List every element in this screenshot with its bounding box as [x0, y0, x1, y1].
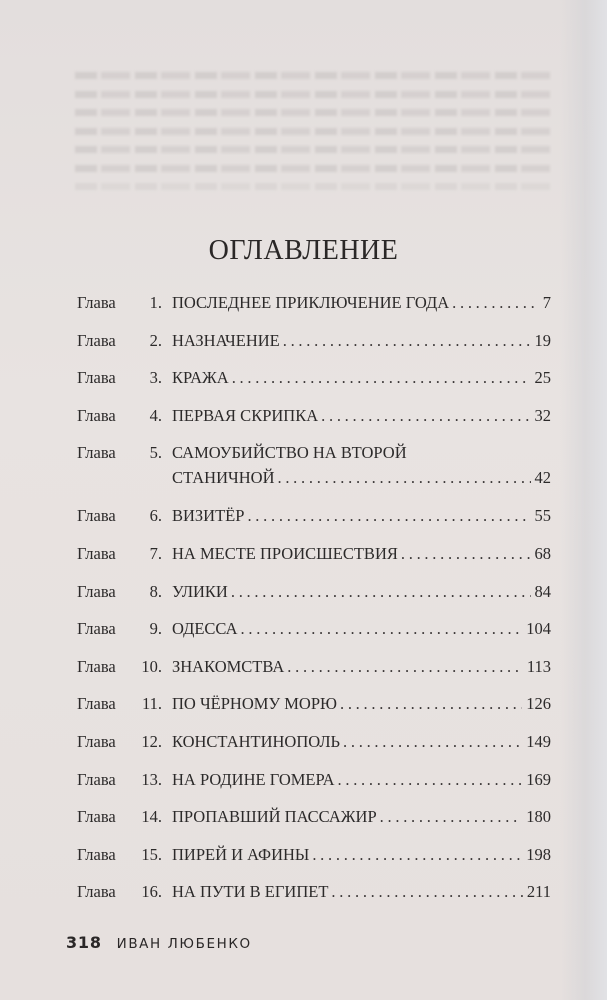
- dot-leader: [312, 844, 522, 866]
- chapter-label: Глава: [77, 656, 116, 676]
- dot-leader: [232, 367, 531, 389]
- page-number: 32: [534, 405, 551, 425]
- chapter-label: Глава: [77, 506, 116, 526]
- chapter-number: 3.: [149, 368, 162, 388]
- page-number: 149: [526, 731, 551, 751]
- dot-leader: [277, 467, 530, 489]
- chapter-title-line1: САМОУБИЙСТВО НА ВТОРОЙ: [172, 443, 407, 463]
- toc-entry[interactable]: [0, 769, 607, 807]
- chapter-number: 6.: [149, 506, 162, 526]
- dot-leader: [231, 581, 531, 603]
- chapter-title: ПОСЛЕДНЕЕ ПРИКЛЮЧЕНИЕ ГОДА: [172, 293, 450, 312]
- chapter-number: 12.: [141, 731, 162, 751]
- reverse-page-show-through: [75, 72, 555, 202]
- dot-leader: [380, 806, 523, 828]
- chapter-label: Глава: [77, 882, 116, 902]
- chapter-number: 11.: [141, 694, 162, 714]
- chapter-number: 1.: [149, 293, 162, 312]
- chapter-number: 16.: [141, 882, 162, 902]
- toc-entry[interactable]: [0, 292, 607, 330]
- chapter-label: Глава: [77, 543, 116, 563]
- dot-leader: [338, 769, 523, 791]
- dot-leader: [340, 693, 522, 715]
- page-number: 19: [534, 330, 551, 350]
- page-number: 198: [526, 844, 551, 864]
- chapter-title: УЛИКИ: [172, 581, 228, 601]
- toc-entry[interactable]: [0, 581, 607, 619]
- chapter-label: Глава: [77, 443, 116, 463]
- chapter-number: 10.: [141, 656, 162, 676]
- toc-entry[interactable]: [0, 618, 607, 656]
- chapter-label: Глава: [77, 769, 116, 789]
- chapter-number: 14.: [141, 807, 162, 827]
- chapter-number: 9.: [149, 619, 162, 639]
- toc-entry[interactable]: [0, 656, 607, 694]
- toc-entry[interactable]: [0, 881, 607, 919]
- chapter-title: ОДЕССА: [172, 619, 238, 639]
- dot-leader: [247, 505, 530, 527]
- chapter-title: НА РОДИНЕ ГОМЕРА: [172, 769, 335, 789]
- toc-entry[interactable]: [0, 330, 607, 368]
- chapter-title: КОНСТАНТИНОПОЛЬ: [172, 731, 341, 751]
- chapter-label: Глава: [77, 694, 116, 714]
- chapter-title: НА ПУТИ В ЕГИПЕТ: [172, 882, 329, 902]
- table-of-contents: [0, 292, 607, 919]
- toc-entry[interactable]: [0, 543, 607, 581]
- dot-leader: [343, 731, 522, 753]
- dot-leader: [287, 656, 523, 678]
- chapter-label: Глава: [77, 807, 116, 827]
- page-number: 7: [542, 293, 551, 312]
- chapter-number: 2.: [149, 330, 162, 350]
- chapter-number: 5.: [149, 443, 162, 463]
- page-number: 104: [526, 619, 551, 639]
- running-footer: [66, 933, 252, 953]
- chapter-number: 13.: [141, 769, 162, 789]
- chapter-label: Глава: [77, 731, 116, 751]
- chapter-title: ВИЗИТЁР: [172, 506, 245, 526]
- folio-page-number: 318: [66, 933, 102, 952]
- toc-entry[interactable]: [0, 367, 607, 405]
- toc-entry[interactable]: [0, 693, 607, 731]
- chapter-title: ПЕРВАЯ СКРИПКА: [172, 405, 319, 425]
- dot-leader: [321, 405, 530, 427]
- chapter-number: 7.: [149, 543, 162, 563]
- page-number: 55: [534, 506, 551, 526]
- page-number: 68: [534, 543, 551, 563]
- toc-entry[interactable]: [0, 731, 607, 769]
- toc-entry[interactable]: [0, 442, 607, 505]
- page-number: 211: [526, 882, 551, 902]
- chapter-title: ПИРЕЙ И АФИНЫ: [172, 844, 310, 864]
- chapter-title: КРАЖА: [172, 368, 229, 388]
- chapter-title: НА МЕСТЕ ПРОИСШЕСТВИЯ: [172, 543, 398, 563]
- chapter-title-line2: СТАНИЧНОЙ: [172, 468, 275, 488]
- toc-entry[interactable]: [0, 405, 607, 443]
- chapter-label: Глава: [77, 368, 116, 388]
- chapter-number: 15.: [141, 844, 162, 864]
- page-number: 126: [526, 694, 551, 714]
- chapter-title: ПО ЧЁРНОМУ МОРЮ: [172, 694, 337, 714]
- chapter-title: НАЗНАЧЕНИЕ: [172, 330, 280, 350]
- dot-leader: [401, 543, 531, 565]
- toc-entry[interactable]: [0, 844, 607, 882]
- chapter-number: 4.: [149, 405, 162, 425]
- chapter-number: 8.: [149, 581, 162, 601]
- dot-leader: [283, 330, 531, 352]
- dot-leader: [452, 292, 539, 314]
- chapter-title: ПРОПАВШИЙ ПАССАЖИР: [172, 807, 377, 827]
- chapter-label: Глава: [77, 405, 116, 425]
- chapter-title: ЗНАКОМСТВА: [172, 656, 285, 676]
- page-number: 84: [534, 581, 551, 601]
- toc-entry[interactable]: [0, 806, 607, 844]
- toc-entry[interactable]: [0, 505, 607, 543]
- page-number: 180: [526, 807, 551, 827]
- chapter-label: Глава: [77, 581, 116, 601]
- dot-leader: [241, 618, 523, 640]
- page-number: 113: [526, 656, 551, 676]
- page-number: 42: [534, 468, 551, 488]
- author-name: ИВАН ЛЮБЕНКО: [116, 936, 252, 952]
- chapter-label: Глава: [77, 293, 116, 312]
- chapter-label: Глава: [77, 619, 116, 639]
- dot-leader: [331, 881, 522, 903]
- page-title: ОГЛАВЛЕНИЕ: [208, 234, 399, 266]
- chapter-label: Глава: [77, 844, 116, 864]
- chapter-label: Глава: [77, 330, 116, 350]
- page-number: 25: [534, 368, 551, 388]
- page-number: 169: [526, 769, 551, 789]
